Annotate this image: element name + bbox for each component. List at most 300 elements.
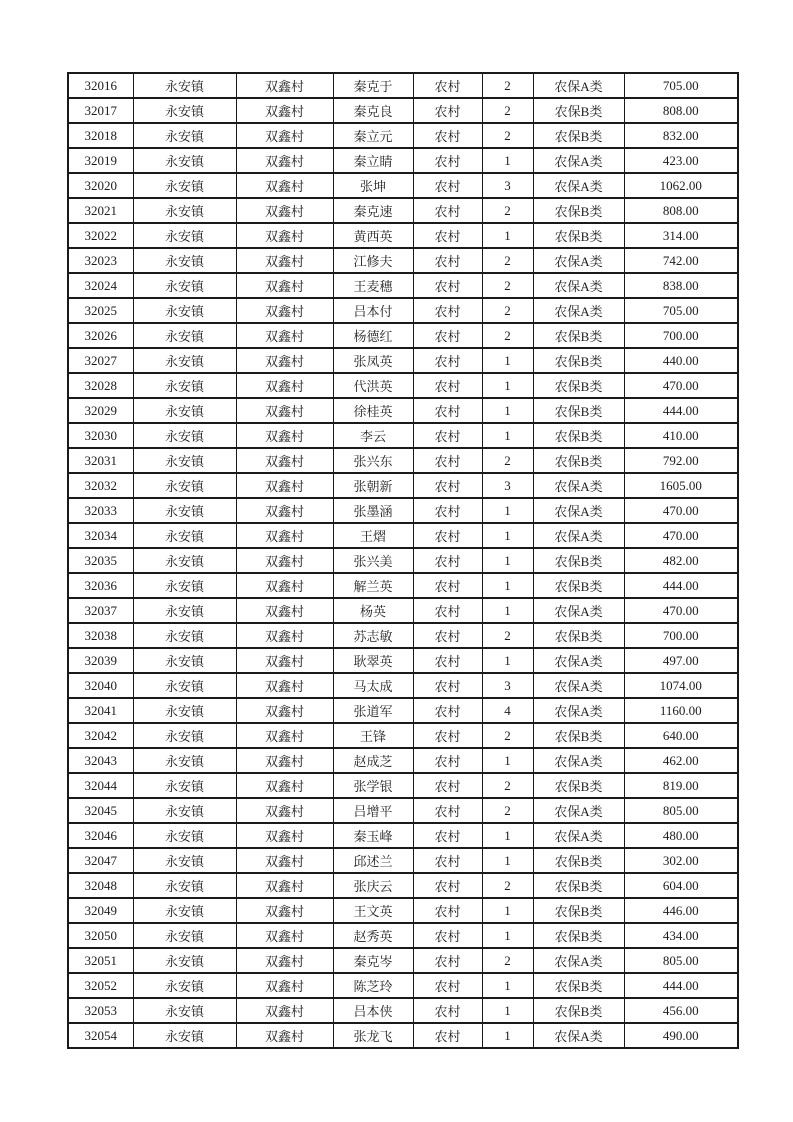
cell-count: 2 — [482, 723, 533, 748]
cell-name: 秦克速 — [333, 198, 413, 223]
cell-id: 32050 — [68, 923, 133, 948]
cell-name: 李云 — [333, 423, 413, 448]
cell-town: 永安镇 — [133, 598, 236, 623]
cell-name: 耿翠英 — [333, 648, 413, 673]
cell-amount: 792.00 — [624, 448, 738, 473]
cell-residence: 农村 — [413, 273, 482, 298]
cell-town: 永安镇 — [133, 773, 236, 798]
cell-id: 32017 — [68, 98, 133, 123]
cell-name: 张庆云 — [333, 873, 413, 898]
cell-id: 32048 — [68, 873, 133, 898]
cell-amount: 440.00 — [624, 348, 738, 373]
cell-count: 4 — [482, 698, 533, 723]
cell-id: 32022 — [68, 223, 133, 248]
cell-town: 永安镇 — [133, 873, 236, 898]
table-row — [68, 223, 738, 248]
cell-village: 双鑫村 — [236, 723, 333, 748]
cell-count: 2 — [482, 448, 533, 473]
table-row — [68, 748, 738, 773]
cell-town: 永安镇 — [133, 798, 236, 823]
cell-category: 农保A类 — [533, 748, 624, 773]
cell-residence: 农村 — [413, 623, 482, 648]
cell-count: 2 — [482, 123, 533, 148]
table-row — [68, 73, 738, 98]
cell-category: 农保A类 — [533, 948, 624, 973]
cell-count: 1 — [482, 398, 533, 423]
cell-count: 1 — [482, 1023, 533, 1048]
cell-town: 永安镇 — [133, 348, 236, 373]
cell-village: 双鑫村 — [236, 423, 333, 448]
cell-category: 农保A类 — [533, 173, 624, 198]
cell-residence: 农村 — [413, 173, 482, 198]
cell-count: 2 — [482, 298, 533, 323]
cell-category: 农保B类 — [533, 398, 624, 423]
cell-amount: 832.00 — [624, 123, 738, 148]
cell-amount: 470.00 — [624, 523, 738, 548]
cell-name: 杨英 — [333, 598, 413, 623]
table-row — [68, 573, 738, 598]
table-row — [68, 973, 738, 998]
cell-name: 张兴美 — [333, 548, 413, 573]
cell-name: 赵秀英 — [333, 923, 413, 948]
cell-name: 王文英 — [333, 898, 413, 923]
cell-amount: 490.00 — [624, 1023, 738, 1048]
cell-town: 永安镇 — [133, 973, 236, 998]
cell-town: 永安镇 — [133, 98, 236, 123]
cell-name: 陈芝玲 — [333, 973, 413, 998]
table-row — [68, 798, 738, 823]
cell-category: 农保A类 — [533, 273, 624, 298]
cell-category: 农保A类 — [533, 798, 624, 823]
cell-residence: 农村 — [413, 798, 482, 823]
cell-category: 农保B类 — [533, 898, 624, 923]
table-row — [68, 373, 738, 398]
cell-count: 3 — [482, 673, 533, 698]
cell-id: 32052 — [68, 973, 133, 998]
cell-village: 双鑫村 — [236, 873, 333, 898]
cell-town: 永安镇 — [133, 198, 236, 223]
cell-residence: 农村 — [413, 673, 482, 698]
cell-residence: 农村 — [413, 548, 482, 573]
cell-amount: 805.00 — [624, 948, 738, 973]
cell-count: 1 — [482, 898, 533, 923]
cell-category: 农保B类 — [533, 448, 624, 473]
cell-village: 双鑫村 — [236, 823, 333, 848]
cell-id: 32046 — [68, 823, 133, 848]
cell-id: 32035 — [68, 548, 133, 573]
cell-category: 农保B类 — [533, 573, 624, 598]
cell-town: 永安镇 — [133, 898, 236, 923]
table-row — [68, 523, 738, 548]
cell-id: 32031 — [68, 448, 133, 473]
cell-id: 32032 — [68, 473, 133, 498]
cell-id: 32053 — [68, 998, 133, 1023]
cell-residence: 农村 — [413, 473, 482, 498]
cell-name: 徐桂英 — [333, 398, 413, 423]
cell-category: 农保B类 — [533, 198, 624, 223]
cell-name: 吕增平 — [333, 798, 413, 823]
cell-count: 2 — [482, 323, 533, 348]
cell-amount: 819.00 — [624, 773, 738, 798]
cell-village: 双鑫村 — [236, 648, 333, 673]
cell-count: 1 — [482, 923, 533, 948]
cell-name: 赵成芝 — [333, 748, 413, 773]
table-row — [68, 648, 738, 673]
cell-town: 永安镇 — [133, 648, 236, 673]
cell-village: 双鑫村 — [236, 948, 333, 973]
cell-amount: 456.00 — [624, 998, 738, 1023]
cell-name: 解兰英 — [333, 573, 413, 598]
cell-village: 双鑫村 — [236, 273, 333, 298]
cell-name: 王熠 — [333, 523, 413, 548]
cell-village: 双鑫村 — [236, 923, 333, 948]
cell-id: 32054 — [68, 1023, 133, 1048]
cell-category: 农保A类 — [533, 298, 624, 323]
cell-residence: 农村 — [413, 948, 482, 973]
cell-amount: 1160.00 — [624, 698, 738, 723]
cell-category: 农保B类 — [533, 773, 624, 798]
cell-count: 2 — [482, 773, 533, 798]
cell-category: 农保B类 — [533, 973, 624, 998]
cell-town: 永安镇 — [133, 373, 236, 398]
cell-town: 永安镇 — [133, 748, 236, 773]
cell-count: 2 — [482, 623, 533, 648]
table-body — [68, 73, 738, 1048]
cell-id: 32047 — [68, 848, 133, 873]
cell-name: 张朝新 — [333, 473, 413, 498]
cell-category: 农保A类 — [533, 73, 624, 98]
cell-category: 农保B类 — [533, 873, 624, 898]
cell-town: 永安镇 — [133, 398, 236, 423]
cell-residence: 农村 — [413, 723, 482, 748]
cell-id: 32026 — [68, 323, 133, 348]
cell-category: 农保A类 — [533, 498, 624, 523]
cell-residence: 农村 — [413, 998, 482, 1023]
cell-name: 黄西英 — [333, 223, 413, 248]
cell-count: 3 — [482, 173, 533, 198]
table-row — [68, 823, 738, 848]
cell-category: 农保B类 — [533, 723, 624, 748]
cell-count: 2 — [482, 948, 533, 973]
table-row — [68, 698, 738, 723]
cell-village: 双鑫村 — [236, 573, 333, 598]
cell-category: 农保B类 — [533, 348, 624, 373]
cell-count: 2 — [482, 198, 533, 223]
cell-name: 秦玉峰 — [333, 823, 413, 848]
cell-id: 32033 — [68, 498, 133, 523]
cell-id: 32034 — [68, 523, 133, 548]
table-row — [68, 473, 738, 498]
cell-id: 32030 — [68, 423, 133, 448]
cell-amount: 446.00 — [624, 898, 738, 923]
cell-count: 1 — [482, 348, 533, 373]
cell-count: 1 — [482, 498, 533, 523]
cell-id: 32042 — [68, 723, 133, 748]
table-row — [68, 348, 738, 373]
cell-category: 农保B类 — [533, 323, 624, 348]
table-row — [68, 898, 738, 923]
cell-category: 农保B类 — [533, 998, 624, 1023]
cell-residence: 农村 — [413, 248, 482, 273]
cell-residence: 农村 — [413, 323, 482, 348]
cell-name: 王麦穗 — [333, 273, 413, 298]
cell-residence: 农村 — [413, 1023, 482, 1048]
cell-count: 1 — [482, 598, 533, 623]
cell-residence: 农村 — [413, 123, 482, 148]
table-row — [68, 1023, 738, 1048]
table-row — [68, 773, 738, 798]
cell-name: 张坤 — [333, 173, 413, 198]
cell-residence: 农村 — [413, 848, 482, 873]
cell-count: 2 — [482, 98, 533, 123]
cell-town: 永安镇 — [133, 498, 236, 523]
cell-amount: 302.00 — [624, 848, 738, 873]
cell-id: 32040 — [68, 673, 133, 698]
cell-town: 永安镇 — [133, 223, 236, 248]
cell-id: 32036 — [68, 573, 133, 598]
cell-amount: 705.00 — [624, 73, 738, 98]
cell-count: 1 — [482, 998, 533, 1023]
cell-name: 杨德红 — [333, 323, 413, 348]
cell-village: 双鑫村 — [236, 348, 333, 373]
table-row — [68, 873, 738, 898]
cell-town: 永安镇 — [133, 323, 236, 348]
cell-village: 双鑫村 — [236, 673, 333, 698]
cell-village: 双鑫村 — [236, 848, 333, 873]
cell-residence: 农村 — [413, 98, 482, 123]
cell-residence: 农村 — [413, 373, 482, 398]
cell-count: 1 — [482, 548, 533, 573]
cell-amount: 700.00 — [624, 323, 738, 348]
cell-amount: 1074.00 — [624, 673, 738, 698]
cell-village: 双鑫村 — [236, 773, 333, 798]
cell-name: 秦克于 — [333, 73, 413, 98]
cell-id: 32021 — [68, 198, 133, 223]
cell-amount: 604.00 — [624, 873, 738, 898]
cell-id: 32044 — [68, 773, 133, 798]
cell-town: 永安镇 — [133, 248, 236, 273]
cell-village: 双鑫村 — [236, 973, 333, 998]
table-row — [68, 998, 738, 1023]
cell-name: 秦克岑 — [333, 948, 413, 973]
table-row — [68, 323, 738, 348]
cell-village: 双鑫村 — [236, 598, 333, 623]
cell-town: 永安镇 — [133, 723, 236, 748]
cell-residence: 农村 — [413, 348, 482, 373]
cell-village: 双鑫村 — [236, 73, 333, 98]
cell-name: 邱述兰 — [333, 848, 413, 873]
cell-village: 双鑫村 — [236, 898, 333, 923]
cell-residence: 农村 — [413, 198, 482, 223]
table-row — [68, 248, 738, 273]
cell-amount: 700.00 — [624, 623, 738, 648]
cell-amount: 410.00 — [624, 423, 738, 448]
cell-id: 32028 — [68, 373, 133, 398]
cell-town: 永安镇 — [133, 948, 236, 973]
cell-id: 32018 — [68, 123, 133, 148]
cell-name: 张学银 — [333, 773, 413, 798]
cell-residence: 农村 — [413, 148, 482, 173]
cell-village: 双鑫村 — [236, 448, 333, 473]
cell-id: 32025 — [68, 298, 133, 323]
cell-amount: 470.00 — [624, 598, 738, 623]
cell-residence: 农村 — [413, 748, 482, 773]
cell-residence: 农村 — [413, 973, 482, 998]
cell-village: 双鑫村 — [236, 298, 333, 323]
cell-residence: 农村 — [413, 698, 482, 723]
cell-amount: 705.00 — [624, 298, 738, 323]
cell-category: 农保A类 — [533, 523, 624, 548]
cell-name: 张道军 — [333, 698, 413, 723]
cell-amount: 497.00 — [624, 648, 738, 673]
cell-village: 双鑫村 — [236, 748, 333, 773]
cell-count: 1 — [482, 648, 533, 673]
cell-category: 农保A类 — [533, 598, 624, 623]
cell-id: 32037 — [68, 598, 133, 623]
cell-count: 2 — [482, 248, 533, 273]
cell-town: 永安镇 — [133, 998, 236, 1023]
cell-village: 双鑫村 — [236, 123, 333, 148]
cell-village: 双鑫村 — [236, 373, 333, 398]
cell-town: 永安镇 — [133, 623, 236, 648]
cell-id: 32043 — [68, 748, 133, 773]
cell-residence: 农村 — [413, 873, 482, 898]
cell-town: 永安镇 — [133, 448, 236, 473]
table-row — [68, 148, 738, 173]
cell-id: 32016 — [68, 73, 133, 98]
cell-name: 苏志敏 — [333, 623, 413, 648]
cell-town: 永安镇 — [133, 923, 236, 948]
cell-town: 永安镇 — [133, 848, 236, 873]
table-row — [68, 423, 738, 448]
cell-category: 农保A类 — [533, 673, 624, 698]
cell-town: 永安镇 — [133, 123, 236, 148]
cell-town: 永安镇 — [133, 473, 236, 498]
cell-village: 双鑫村 — [236, 398, 333, 423]
table-row — [68, 948, 738, 973]
cell-count: 2 — [482, 273, 533, 298]
cell-name: 马太成 — [333, 673, 413, 698]
cell-category: 农保A类 — [533, 698, 624, 723]
cell-town: 永安镇 — [133, 698, 236, 723]
cell-town: 永安镇 — [133, 273, 236, 298]
cell-residence: 农村 — [413, 923, 482, 948]
cell-amount: 480.00 — [624, 823, 738, 848]
cell-amount: 1605.00 — [624, 473, 738, 498]
table-row — [68, 173, 738, 198]
cell-id: 32024 — [68, 273, 133, 298]
cell-id: 32023 — [68, 248, 133, 273]
cell-village: 双鑫村 — [236, 173, 333, 198]
cell-residence: 农村 — [413, 423, 482, 448]
cell-village: 双鑫村 — [236, 248, 333, 273]
cell-name: 秦克良 — [333, 98, 413, 123]
table-row — [68, 398, 738, 423]
cell-town: 永安镇 — [133, 73, 236, 98]
cell-residence: 农村 — [413, 898, 482, 923]
table-row — [68, 923, 738, 948]
cell-id: 32049 — [68, 898, 133, 923]
cell-residence: 农村 — [413, 448, 482, 473]
cell-count: 1 — [482, 573, 533, 598]
cell-category: 农保A类 — [533, 248, 624, 273]
cell-category: 农保A类 — [533, 648, 624, 673]
cell-id: 32019 — [68, 148, 133, 173]
table-row — [68, 123, 738, 148]
cell-category: 农保A类 — [533, 1023, 624, 1048]
cell-name: 王锋 — [333, 723, 413, 748]
cell-town: 永安镇 — [133, 173, 236, 198]
cell-residence: 农村 — [413, 573, 482, 598]
cell-village: 双鑫村 — [236, 323, 333, 348]
cell-residence: 农村 — [413, 648, 482, 673]
cell-village: 双鑫村 — [236, 523, 333, 548]
cell-name: 秦立睛 — [333, 148, 413, 173]
cell-village: 双鑫村 — [236, 223, 333, 248]
table-row — [68, 448, 738, 473]
cell-id: 32038 — [68, 623, 133, 648]
cell-name: 吕本侠 — [333, 998, 413, 1023]
cell-town: 永安镇 — [133, 548, 236, 573]
cell-count: 1 — [482, 523, 533, 548]
cell-amount: 1062.00 — [624, 173, 738, 198]
table-row — [68, 498, 738, 523]
cell-name: 秦立元 — [333, 123, 413, 148]
table-row — [68, 848, 738, 873]
cell-town: 永安镇 — [133, 423, 236, 448]
table-row — [68, 198, 738, 223]
cell-village: 双鑫村 — [236, 623, 333, 648]
cell-residence: 农村 — [413, 773, 482, 798]
cell-amount: 640.00 — [624, 723, 738, 748]
cell-village: 双鑫村 — [236, 798, 333, 823]
cell-village: 双鑫村 — [236, 473, 333, 498]
cell-category: 农保A类 — [533, 148, 624, 173]
cell-id: 32041 — [68, 698, 133, 723]
table-row — [68, 673, 738, 698]
cell-category: 农保B类 — [533, 123, 624, 148]
cell-count: 2 — [482, 798, 533, 823]
cell-category: 农保A类 — [533, 473, 624, 498]
cell-town: 永安镇 — [133, 1023, 236, 1048]
table-row — [68, 598, 738, 623]
cell-amount: 838.00 — [624, 273, 738, 298]
cell-amount: 444.00 — [624, 973, 738, 998]
cell-category: 农保B类 — [533, 848, 624, 873]
cell-category: 农保B类 — [533, 98, 624, 123]
cell-category: 农保B类 — [533, 923, 624, 948]
cell-amount: 470.00 — [624, 498, 738, 523]
cell-id: 32039 — [68, 648, 133, 673]
cell-town: 永安镇 — [133, 673, 236, 698]
cell-name: 张兴东 — [333, 448, 413, 473]
cell-village: 双鑫村 — [236, 1023, 333, 1048]
cell-id: 32045 — [68, 798, 133, 823]
cell-count: 1 — [482, 148, 533, 173]
table-row — [68, 623, 738, 648]
cell-category: 农保A类 — [533, 823, 624, 848]
cell-town: 永安镇 — [133, 298, 236, 323]
cell-residence: 农村 — [413, 223, 482, 248]
cell-name: 张凤英 — [333, 348, 413, 373]
cell-village: 双鑫村 — [236, 198, 333, 223]
cell-town: 永安镇 — [133, 523, 236, 548]
cell-amount: 808.00 — [624, 198, 738, 223]
cell-count: 1 — [482, 423, 533, 448]
cell-village: 双鑫村 — [236, 98, 333, 123]
cell-amount: 462.00 — [624, 748, 738, 773]
cell-count: 1 — [482, 973, 533, 998]
